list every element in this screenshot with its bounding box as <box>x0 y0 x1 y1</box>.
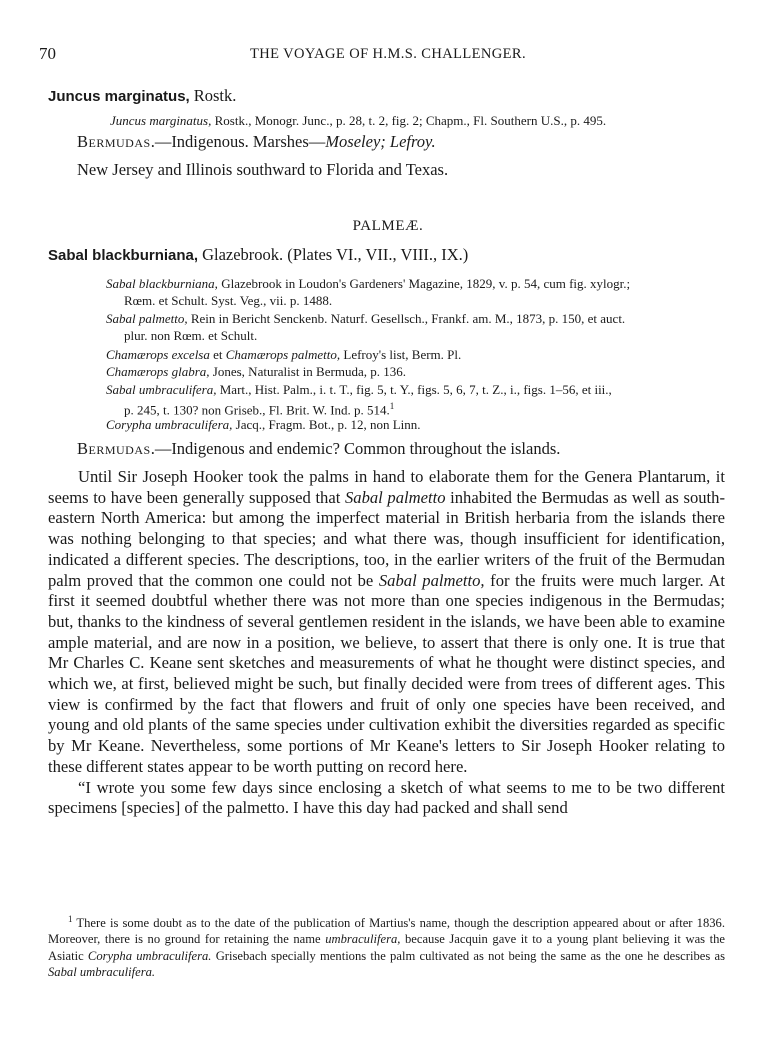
juncus-distribution <box>77 132 436 152</box>
synonym-text: Jacq., Fragm. Bot., p. 12, non Linn. <box>232 417 421 432</box>
footnote-italic-run: Corypha umbraculifera. <box>87 948 212 963</box>
body-paragraph <box>48 467 725 778</box>
synonym-text: Lefroy's list, Berm. Pl. <box>340 347 462 362</box>
footnote-text-run: There is some doubt as to the date of the publication of Martius's name, though the description appeared about or after 1836. Moreover, there is no ground for retaining the name <box>48 916 725 947</box>
juncus-dist-label: Bermudas <box>77 132 151 151</box>
sabal-authority: Glazebrook. (Plates VI., VII., VIII., IX.) <box>202 245 469 264</box>
juncus-species-name: Juncus marginatus, <box>48 88 190 105</box>
synonym-italic: Chamærops glabra, <box>106 364 210 379</box>
sabal-dist-rest: .—Indigenous and endemic? Common throughout the islands. <box>150 439 561 458</box>
synonym-text: Jones, Naturalist in Bermuda, p. 136. <box>209 364 406 379</box>
body-text <box>48 467 725 819</box>
footnote-paragraph <box>48 911 725 980</box>
synonym-line <box>106 346 461 363</box>
synonym-line <box>124 292 332 309</box>
body-text-run: inhabited the Bermudas as well as south-eastern North America: but among the imperfect material in British herbaria from the islands there was nothing belonging to that species; and what there was, though insufficient for identification, indicated a different species. The descriptions, too, in the earlier writers of the fruit of the Bermudan palm proved that the common one could not be <box>48 487 725 590</box>
juncus-ref-italic: Juncus marginatus, <box>110 113 212 128</box>
synonym-text: et <box>209 347 226 362</box>
footnote-mark: 1 <box>68 914 73 924</box>
synonym-line <box>106 381 612 398</box>
footnote-italic-run: umbraculifera, <box>325 932 401 947</box>
synonym-text: Rœm. et Schult. Syst. Veg., vii. p. 1488. <box>124 293 333 308</box>
body-italic-run: Sabal palmetto <box>344 487 446 507</box>
synonym-line <box>106 275 630 292</box>
body-paragraph <box>48 778 725 819</box>
sabal-dist-label: Bermudas <box>77 439 151 458</box>
juncus-authority: Rostk. <box>193 86 237 105</box>
synonym-italic: Sabal blackburniana, <box>106 276 218 291</box>
footnote-reference: 1 <box>389 401 395 411</box>
juncus-reference <box>110 112 606 129</box>
sabal-heading <box>48 245 468 265</box>
synonym-italic: Chamærops palmetto, <box>225 347 341 362</box>
footnote-text-run: Grisebach specially mentions the palm cultivated as not being the same as the one he describes as <box>211 948 725 963</box>
body-text-run: “I wrote you some few days since enclosing a sketch of what seems to me to be two different specimens [species] of the palmetto. I have this day had packed and shall send <box>48 777 725 818</box>
synonym-line <box>106 363 406 380</box>
synonym-text: Glazebrook in Loudon's Gardeners' Magazine, 1829, v. p. 54, cum fig. xylogr.; <box>217 276 631 291</box>
synonym-italic: Sabal umbraculifera, <box>106 382 217 397</box>
body-text-run: Until Sir Joseph Hooker took the palms in hand to elaborate them for the Genera Plantarum, it seems to have been generally supposed that <box>48 467 725 507</box>
synonym-italic: Chamærops excelsa <box>106 347 210 362</box>
family-heading: PALMEÆ. <box>352 218 424 234</box>
juncus-range: New Jersey and Illinois southward to Florida and Texas. <box>77 160 449 179</box>
synonym-line <box>124 327 257 344</box>
synonym-italic: Sabal palmetto, <box>106 311 188 326</box>
synonym-text: Rein in Bericht Senckenb. Naturf. Gesellsch., Frankf. am. M., 1873, p. 150, et auct. <box>187 311 626 326</box>
synonym-italic: Corypha umbraculifera, <box>106 417 233 432</box>
juncus-ref-rest: Rostk., Monogr. Junc., p. 28, t. 2, fig. 2; Chapm., Fl. Southern U.S., p. 495. <box>211 113 607 128</box>
synonym-text: Mart., Hist. Palm., i. t. T., fig. 5, t. Y., figs. 5, 6, 7, t. Z., i., figs. 1–56, et iii., <box>216 382 612 397</box>
sabal-species-name: Sabal blackburniana, <box>48 247 199 264</box>
synonym-line <box>106 310 625 327</box>
juncus-collectors: Moseley; Lefroy. <box>325 132 436 151</box>
footnote <box>48 911 725 980</box>
footnote-italic-run: Sabal umbraculifera. <box>48 964 156 979</box>
synonym-text: p. 245, t. 130? non Griseb., Fl. Brit. W. Ind. p. 514. <box>124 402 390 418</box>
footnote-text-run: because Jacquin gave it to a young plant believing it was the Asiatic <box>48 932 725 963</box>
juncus-dist-rest: .—Indigenous. Marshes— <box>150 132 326 151</box>
juncus-heading <box>48 86 236 106</box>
synonym-text: plur. non Rœm. et Schult. <box>124 328 258 343</box>
synonym-line <box>106 416 421 433</box>
running-title: THE VOYAGE OF H.M.S. CHALLENGER. <box>250 46 526 62</box>
page-number: 70 <box>39 44 56 63</box>
body-text-run: for the fruits were much larger. At first it seemed doubtful whether there was not more than one species indigenous in the Bermudas; but, thanks to the kindness of several gentlemen resident in the islands, we have been able to examine ample material, and are now in a position, we believe, to assert that there is only one. It is true that Mr Charles C. Keane sent sketches and measurements of what he thought were distinct species, and which we, at first, believed might be such, but finally decided were from trees of different ages. This view is confirmed by the fact that flowers and fruit of only one species have been received, and young and old plants of the same species under cultivation exhibit the diversities regarded as specific by Mr Keane. Nevertheless, some portions of Mr Keane's letters to Sir Joseph Hooker relating to these different states appear to be worth putting on record here. <box>48 570 726 776</box>
sabal-distribution <box>77 439 560 459</box>
body-italic-run: Sabal palmetto, <box>378 570 485 590</box>
